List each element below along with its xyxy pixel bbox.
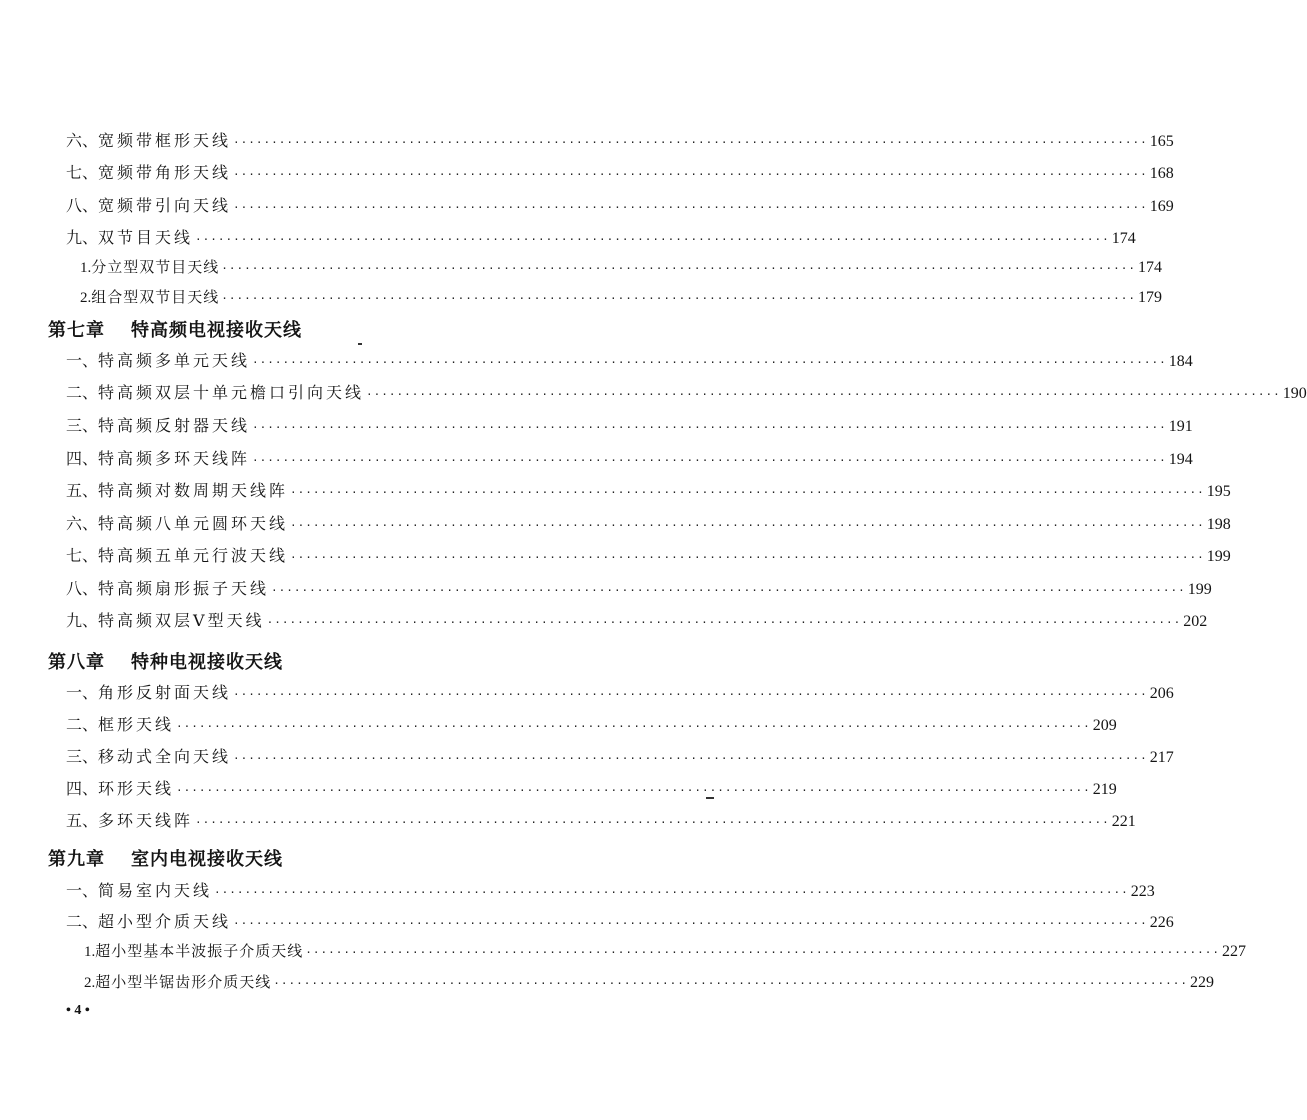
- toc-entry: [66, 680, 1174, 706]
- entry-number: 2.: [84, 975, 96, 991]
- dot-leader: ························································································································: [176, 720, 1091, 733]
- dot-leader: ························································································································: [271, 584, 1186, 597]
- entry-page: 202: [1183, 613, 1208, 630]
- toc-subentry: [84, 940, 1246, 966]
- dot-leader: ························································································································: [221, 262, 1136, 275]
- toc-entry: [66, 776, 1117, 802]
- entry-page: 199: [1187, 581, 1212, 598]
- dot-leader: ························································································································: [290, 551, 1205, 564]
- entry-title: 特高频双层V型天线: [98, 611, 265, 630]
- entry-title: 角形反射面天线: [98, 683, 232, 702]
- dot-leader: ························································································································: [233, 688, 1148, 701]
- dot-leader: ························································································································: [233, 917, 1148, 930]
- entry-page: 198: [1206, 516, 1231, 533]
- dot-leader: ························································································································: [233, 136, 1148, 149]
- entry-number: 二、: [66, 717, 99, 734]
- entry-number: 2.: [80, 290, 92, 306]
- dot-leader: ························································································································: [266, 616, 1182, 629]
- entry-page: 209: [1092, 717, 1117, 734]
- entry-page: 223: [1130, 883, 1155, 900]
- entry-title: 分立型双节目天线: [91, 258, 220, 276]
- chapter-heading: [48, 316, 302, 342]
- entry-title: 超小型半锯齿形介质天线: [95, 973, 272, 991]
- entry-page: 169: [1149, 198, 1174, 215]
- chapter-title: 特种电视接收天线: [131, 652, 283, 673]
- entry-number: 九、: [66, 613, 99, 630]
- entry-title: 宽频带引向天线: [98, 196, 232, 215]
- entry-number: 六、: [66, 133, 99, 150]
- entry-title: 特高频多单元天线: [98, 351, 251, 370]
- entry-page: 226: [1149, 914, 1174, 931]
- entry-title: 特高频对数周期天线阵: [98, 481, 289, 500]
- dot-leader: ························································································································: [195, 233, 1110, 246]
- entry-page: 219: [1092, 781, 1117, 798]
- toc-entry: [66, 608, 1208, 634]
- entry-page: 174: [1111, 230, 1136, 247]
- toc-entry: [66, 128, 1174, 154]
- toc-entry: [66, 193, 1174, 219]
- dot-leader: ························································································································: [195, 816, 1110, 829]
- entry-page: 165: [1149, 133, 1174, 150]
- entry-page: 191: [1168, 418, 1193, 435]
- entry-number: 七、: [66, 548, 99, 565]
- entry-number: 五、: [66, 483, 99, 500]
- toc-entry: [66, 225, 1136, 251]
- entry-title: 宽频带框形天线: [98, 131, 232, 150]
- entry-number: 一、: [66, 883, 99, 900]
- toc-entry: [66, 543, 1231, 569]
- dot-leader: ························································································································: [290, 519, 1205, 532]
- entry-page: 179: [1137, 289, 1162, 306]
- entry-number: 二、: [66, 914, 99, 931]
- entry-page: 206: [1149, 685, 1174, 702]
- entry-page: 221: [1111, 813, 1136, 830]
- toc-subentry: [80, 256, 1162, 282]
- dot-leader: ························································································································: [252, 421, 1167, 434]
- entry-number: 五、: [66, 813, 99, 830]
- entry-page: 174: [1137, 259, 1162, 276]
- entry-number: 八、: [66, 581, 99, 598]
- chapter-title: 室内电视接收天线: [131, 849, 283, 870]
- entry-page: 217: [1149, 749, 1174, 766]
- entry-page: 227: [1221, 943, 1246, 960]
- entry-page: 195: [1206, 483, 1231, 500]
- entry-title: 框形天线: [98, 715, 175, 734]
- toc-subentry: [80, 286, 1162, 312]
- entry-number: 九、: [66, 230, 99, 247]
- dot-leader: ························································································································: [233, 201, 1148, 214]
- entry-title: 超小型介质天线: [98, 912, 232, 931]
- entry-page: 199: [1206, 548, 1231, 565]
- entry-title: 超小型基本半波振子介质天线: [95, 942, 304, 960]
- entry-page: 190: [1282, 385, 1307, 402]
- dot-leader: ························································································································: [290, 486, 1205, 499]
- chapter-title: 特高频电视接收天线: [131, 320, 302, 341]
- entry-number: 七、: [66, 165, 99, 182]
- toc-entry: [66, 446, 1193, 472]
- toc-subentry: [84, 971, 1214, 997]
- dot-leader: ························································································································: [233, 168, 1148, 181]
- page-number: • 4 •: [66, 1003, 90, 1018]
- entry-title: 特高频双层十单元檐口引向天线: [98, 383, 365, 402]
- toc-entry: [66, 511, 1231, 537]
- dot-leader: ························································································································: [221, 292, 1136, 305]
- entry-number: 一、: [66, 353, 99, 370]
- dot-leader: ························································································································: [176, 784, 1091, 797]
- toc-entry: [66, 744, 1174, 770]
- dot-leader: ························································································································: [305, 946, 1220, 959]
- entry-number: 六、: [66, 516, 99, 533]
- entry-number: 八、: [66, 198, 99, 215]
- entry-number: 1.: [80, 260, 92, 276]
- chapter-label: 第九章: [48, 849, 105, 870]
- dot-leader: ························································································································: [273, 977, 1188, 990]
- dot-leader: ························································································································: [214, 886, 1129, 899]
- entry-title: 多环天线阵: [98, 811, 194, 830]
- entry-page: 229: [1189, 974, 1214, 991]
- toc-entry: [66, 878, 1155, 904]
- toc-entry: [66, 576, 1212, 602]
- dot-leader: ························································································································: [252, 356, 1167, 369]
- scan-speck: [358, 343, 362, 345]
- chapter-heading: [48, 845, 283, 871]
- entry-page: 168: [1149, 165, 1174, 182]
- chapter-label: 第七章: [48, 320, 105, 341]
- entry-number: 三、: [66, 418, 99, 435]
- entry-number: 三、: [66, 749, 99, 766]
- entry-number: 二、: [66, 385, 99, 402]
- entry-title: 简易室内天线: [98, 881, 213, 900]
- entry-title: 移动式全向天线: [98, 747, 232, 766]
- entry-title: 特高频八单元圆环天线: [98, 514, 289, 533]
- entry-page: 194: [1168, 451, 1193, 468]
- entry-title: 组合型双节目天线: [91, 288, 220, 306]
- entry-title: 特高频扇形振子天线: [98, 579, 270, 598]
- toc-entry: [66, 909, 1174, 935]
- dot-leader: ························································································································: [252, 454, 1167, 467]
- toc-entry: [66, 808, 1136, 834]
- scan-speck: [706, 797, 714, 799]
- entry-title: 环形天线: [98, 779, 175, 798]
- entry-title: 特高频反射器天线: [98, 416, 251, 435]
- entry-number: 四、: [66, 781, 99, 798]
- entry-title: 特高频多环天线阵: [98, 449, 251, 468]
- toc-entry: [66, 712, 1117, 738]
- chapter-heading: [48, 648, 283, 674]
- toc-entry: [66, 160, 1174, 186]
- entry-number: 1.: [84, 944, 96, 960]
- entry-number: 四、: [66, 451, 99, 468]
- chapter-label: 第八章: [48, 652, 105, 673]
- toc-entry: [66, 380, 1307, 406]
- entry-number: 一、: [66, 685, 99, 702]
- entry-title: 双节目天线: [98, 228, 194, 247]
- dot-leader: ························································································································: [366, 388, 1281, 401]
- entry-title: 宽频带角形天线: [98, 163, 232, 182]
- toc-entry: [66, 348, 1193, 374]
- entry-title: 特高频五单元行波天线: [98, 546, 289, 565]
- dot-leader: ························································································································: [233, 752, 1148, 765]
- toc-entry: [66, 413, 1193, 439]
- entry-page: 184: [1168, 353, 1193, 370]
- toc-entry: [66, 478, 1231, 504]
